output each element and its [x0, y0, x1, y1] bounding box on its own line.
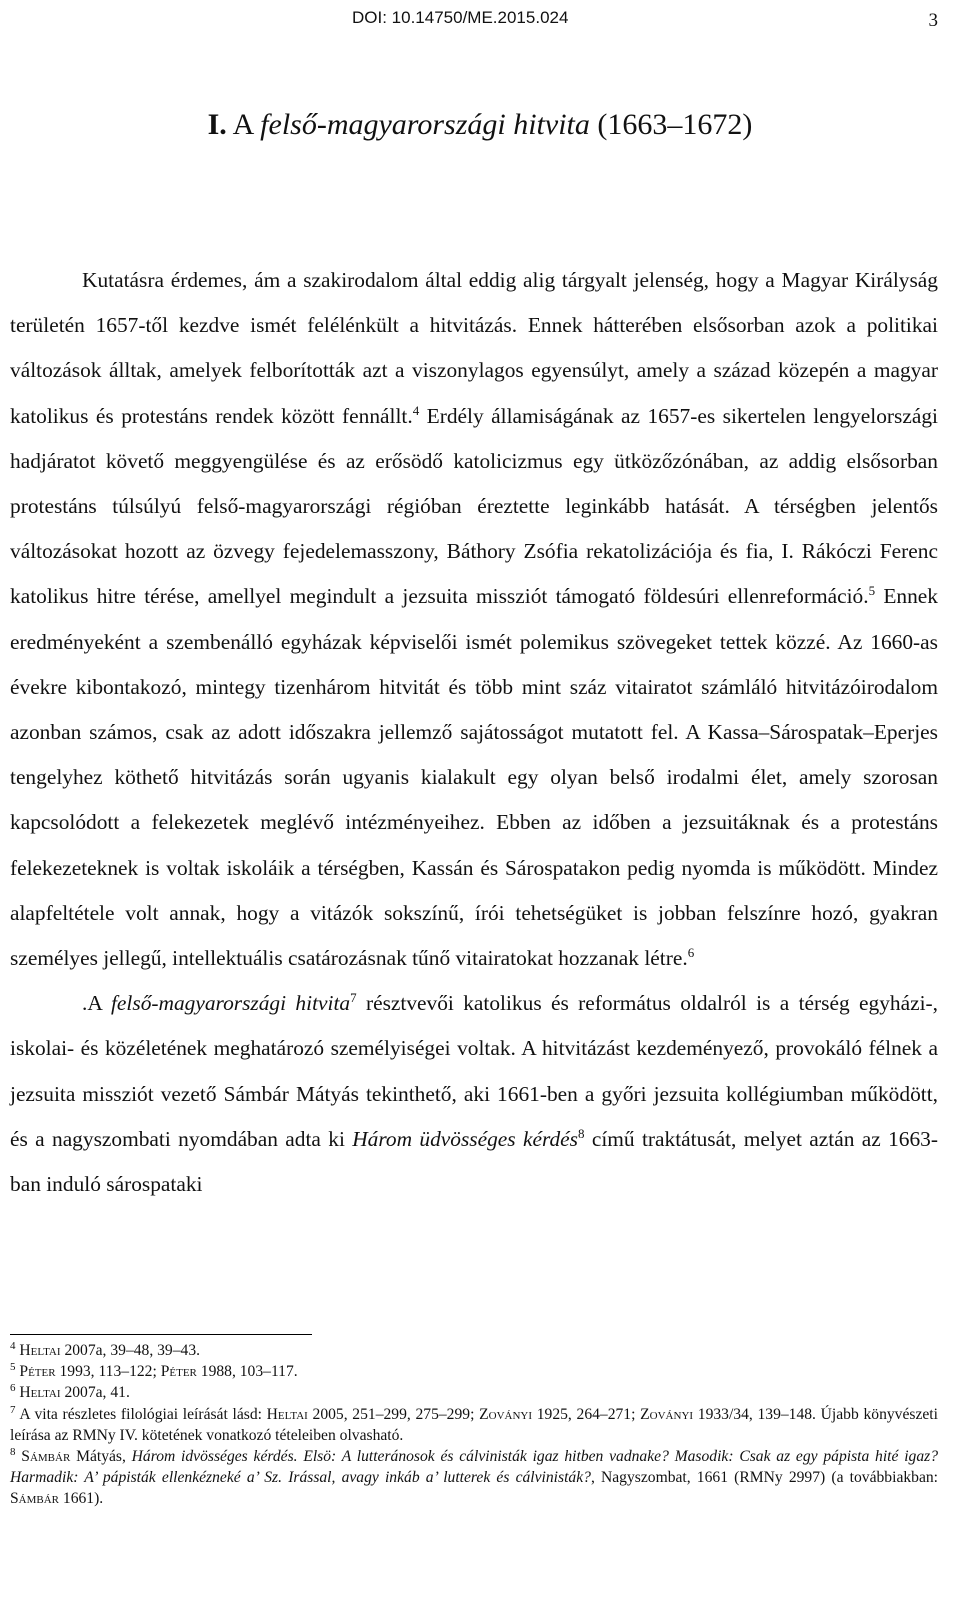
paragraph-text: című traktátusát, melyet aztán az 1663-ban induló sárospataki [10, 1126, 938, 1197]
footnote-text: A vita részletes filológiai leírását lásd: [15, 1405, 267, 1423]
author-name: Sámbár [10, 1490, 60, 1508]
author-name: Heltai [266, 1405, 308, 1423]
body-text [10, 258, 938, 1207]
footnote-text: 1988, 103–117. [196, 1363, 298, 1381]
page-header [0, 6, 960, 36]
footnote-text: 1993, 113–122; [55, 1363, 161, 1381]
author-name: Heltai [19, 1384, 61, 1402]
chapter-title-years: (1663–1672) [597, 108, 753, 141]
footnotes [10, 1340, 938, 1510]
footnote-divider [10, 1334, 312, 1335]
italic-title: felső-magyarországi hitvita [110, 991, 351, 1016]
chapter-title-italic: felső-magyarországi hitvita [260, 108, 590, 141]
paragraph-text: Ennek eredményeként a szembenálló egyházak képviselői ismét polemikus szövegeket tettek közzé. Az 1660-as évekre kibontakozó, mintegy tizenhárom hitvitát és több mint száz vitairatot számláló hitvitázóirodalom azonban számos, csak az adott időszakra jellemző sajátosságot mutatott fel. A Kassa–Sárospatak–Eperjes tengelyhez köthető hitvitázás során ugyanis kialakult egy olyan belső irodalmi élet, amely szorosan kapcsolódott a felekezetek meglévő intézményeihez. Ebben az időben a jezsuitáknak és a protestáns felekezeteknek is voltak iskoláik a térségben, Kassán és Sárospatakon pedig nyomda is működött. Mindez alapfeltétele volt annak, hogy a vitázók sokszínű, írói tehetségüket is jobban felszínre hozó, gyakran személyes jellegű, intellektuális csatározásnak tűnő vitairatokat hozzanak létre. [10, 584, 938, 971]
footnote-number: 6 [10, 1382, 16, 1395]
paragraph-text: .A [82, 991, 111, 1016]
paragraph-text: résztvevői katolikus és református oldalról is a térség egyházi-, iskolai- és közéletének meghatározó személyiségei voltak. A hitvitázást kezdeményező, provokáló félnek a jezsuita missziót vezető Sámbár Mátyás tekinthető, aki 1661-ben a győri jezsuita kollégiumban működött, és a nagyszombati nyomdában adta ki [10, 991, 938, 1151]
footnote-ref-4: 4 [412, 402, 420, 418]
page-number: 3 [928, 10, 938, 31]
footnote-ref-7: 7 [350, 990, 357, 1006]
footnote-ref-8: 8 [578, 1125, 585, 1141]
author-name: Zoványi [640, 1405, 694, 1423]
doi-label: DOI: 10.14750/ME.2015.024 [352, 8, 569, 27]
author-name: Sámbár [21, 1448, 71, 1466]
footnote-7 [10, 1404, 938, 1446]
footnote-text: 2005, 251–299, 275–299; [307, 1405, 480, 1423]
footnote-text: Mátyás, [70, 1448, 132, 1466]
footnote-4 [10, 1340, 938, 1361]
footnote-number: 5 [10, 1361, 16, 1374]
author-name: Péter [19, 1363, 56, 1381]
footnote-text: 2007a, 41. [60, 1384, 130, 1402]
paragraph-text: Kutatásra érdemes, ám a szakirodalom által eddig alig tárgyalt jelenség, hogy a Magyar Királyság területén 1657-től kezdve ismét felélénkült a hitvitázás. Ennek hátterében elsősorban azok a politikai változások álltak, amelyek felborították azt a viszonylagos egyensúlyt, amely a század közepén a magyar katolikus és protestáns rendek között fennállt. [10, 268, 938, 428]
footnote-text: 1933/34, 139–148. Újabb könyvészeti leírása az RMNy IV. kötetének vonatkozó tételeiben olvasható. [10, 1405, 938, 1444]
footnote-ref-6: 6 [687, 944, 695, 960]
author-name: Zoványi [479, 1405, 533, 1423]
footnote-8 [10, 1446, 938, 1510]
italic-title: Három üdvösséges kérdés [352, 1126, 579, 1151]
footnote-number: 8 [10, 1445, 16, 1458]
author-name: Heltai [19, 1342, 61, 1359]
footnote-ref-5: 5 [868, 583, 876, 599]
footnote-6 [10, 1382, 938, 1403]
footnote-text: 1925, 264–271; [532, 1405, 641, 1423]
footnote-text: , Nagyszombat, 1661 (RMNy 2997) (a továbbiakban: [590, 1469, 939, 1487]
paragraph-text: Erdély államiságának az 1657-es sikertelen lengyelországi hadjáratot követő meggyengülése és az erősödő katolicizmus egy ütközőzónában, az addig elsősorban protestáns túlsúlyú felső-magyarországi régióban éreztette leginkább hatását. A térségben jelentős változásokat hozott az özvegy fejedelemasszony, Báthory Zsófia rekatolizációja és fia, I. Rákóczi Ferenc katolikus hitre térése, amellyel megindult a jezsuita missziót támogató földesúri ellenreformáció. [10, 403, 939, 609]
author-name: Péter [160, 1363, 197, 1381]
footnote-text: 1661). [59, 1490, 104, 1508]
footnote-number: 4 [10, 1339, 16, 1352]
paragraph-1 [10, 258, 938, 981]
paragraph-2 [10, 981, 938, 1207]
footnote-5 [10, 1361, 938, 1382]
footnote-number: 7 [10, 1403, 16, 1416]
chapter-number: I. [207, 108, 227, 141]
italic-title: Három idvösséges kérdés. Elsö: A lutteránosok és cálvinisták igaz hitben vadnake? Masodik: Csak az egy pápista hité igaz? Harmadik: A’ pápisták ellenkézneké a’ Sz. Irással, avagy inkáb a’ lutterek és cálvinisták? [10, 1448, 938, 1487]
chapter-title-article: A [232, 108, 253, 141]
footnote-text: 2007a, 39–48, 39–43. [60, 1342, 201, 1359]
chapter-title [0, 108, 960, 142]
